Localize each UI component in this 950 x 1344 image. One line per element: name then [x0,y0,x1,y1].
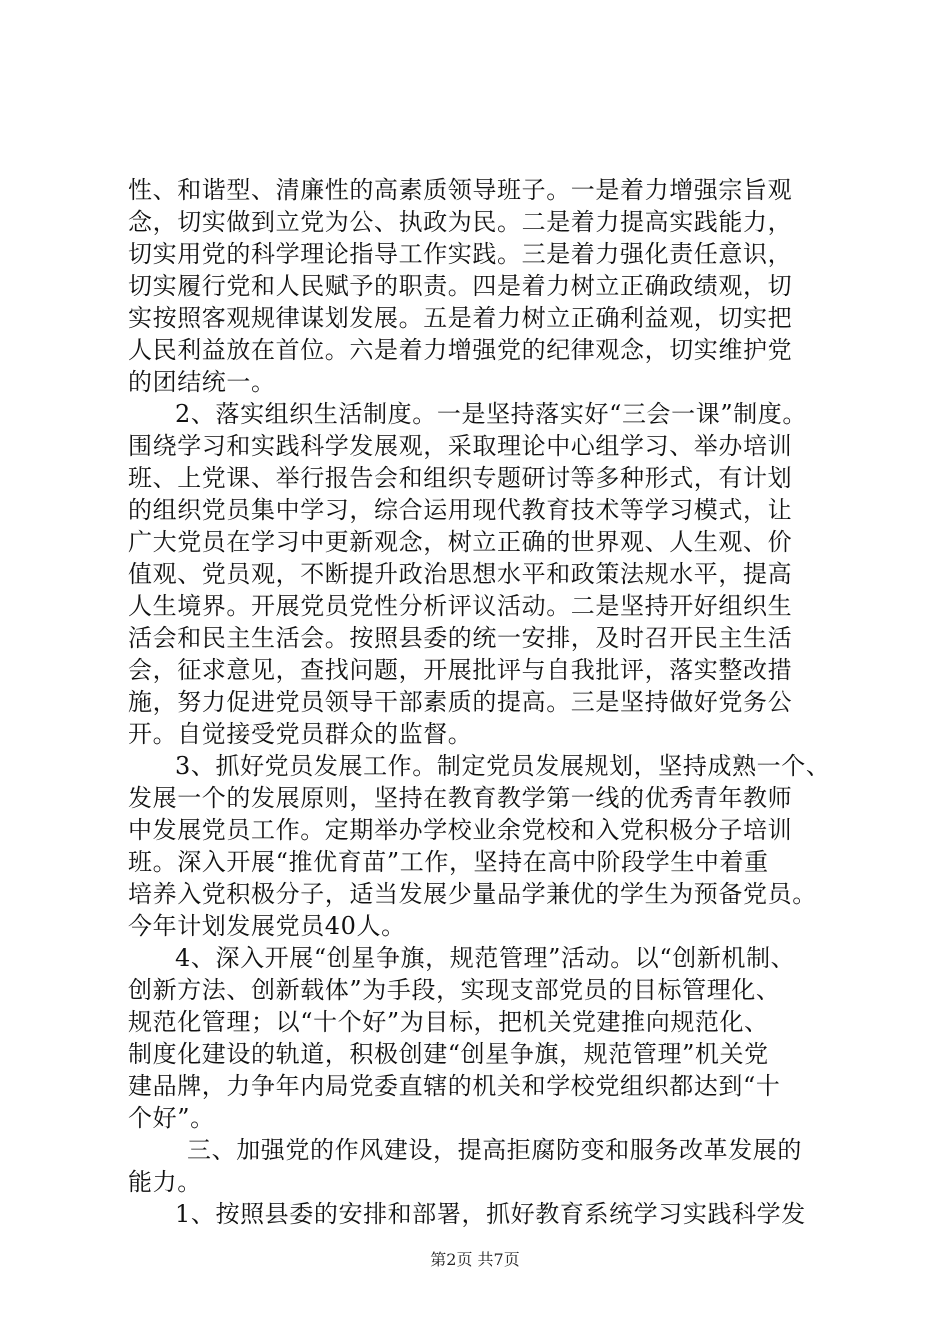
text-line: 人民利益放在首位。六是着力增强党的纪律观念，切实维护党 [128,336,793,364]
text-line: 会，征求意见，查找问题，开展批评与自我批评，落实整改措 [128,656,793,684]
text-line: 人生境界。开展党员党性分析评议活动。二是坚持开好组织生 [128,592,793,620]
text-line: 广大党员在学习中更新观念，树立正确的世界观、人生观、价 [128,528,793,556]
text-line: 发展一个的发展原则，坚持在教育教学第一线的优秀青年教师 [128,784,793,812]
text-line: 性、和谐型、清廉性的高素质领导班子。一是着力增强宗旨观 [128,176,793,204]
paragraph-start-line: 4、深入开展“创星争旗，规范管理”活动。以“创新机制、 [175,944,796,972]
text-line: 的组织党员集中学习，综合运用现代教育技术等学习模式，让 [128,496,793,524]
document-body [128,174,838,1230]
text-line: 中发展党员工作。定期举办学校业余党校和入党积极分子培训 [128,816,793,844]
text-line: 个好”。 [128,1104,215,1132]
text-line: 创新方法、创新载体”为手段，实现支部党员的目标管理化、 [128,976,781,1004]
text-line: 的团结统一。 [128,368,276,396]
text-line: 值观、党员观，不断提升政治思想水平和政策法规水平，提高 [128,560,793,588]
paragraph-start-line: 1、按照县委的安排和部署，抓好教育系统学习实践科学发 [175,1200,806,1228]
text-line: 围绕学习和实践科学发展观，采取理论中心组学习、举办培训 [128,432,793,460]
text-line: 实按照客观规律谋划发展。五是着力树立正确利益观，切实把 [128,304,793,332]
section-heading-line: 三、加强党的作风建设，提高拒腐防变和服务改革发展的 [187,1136,802,1164]
paragraph-start-line: 2、落实组织生活制度。一是坚持落实好“三会一课”制度。 [175,400,808,428]
text-line: 今年计划发展党员40人。 [128,912,406,940]
text-line: 开。自觉接受党员群众的监督。 [128,720,473,748]
text-line: 规范化管理；以“十个好”为目标，把机关党建推向规范化、 [128,1008,769,1036]
text-line: 班。深入开展“推优育苗”工作，坚持在高中阶段学生中着重 [128,848,769,876]
text-line: 制度化建设的轨道，积极创建“创星争旗，规范管理”机关党 [128,1040,769,1068]
text-line: 班、上党课、举行报告会和组织专题研讨等多种形式，有计划 [128,464,793,492]
text-line: 念，切实做到立党为公、执政为民。二是着力提高实践能力， [128,208,793,236]
section-heading-line: 能力。 [128,1168,202,1196]
text-line: 建品牌，力争年内局党委直辖的机关和学校党组织都达到“十 [128,1072,781,1100]
text-line: 施，努力促进党员领导干部素质的提高。三是坚持做好党务公 [128,688,793,716]
page-footer: 第2页 共7页 [430,1250,520,1269]
text-line: 活会和民主生活会。按照县委的统一安排，及时召开民主生活 [128,624,793,652]
text-line: 培养入党积极分子，适当发展少量品学兼优的学生为预备党员。 [128,880,817,908]
text-line: 切实用党的科学理论指导工作实践。三是着力强化责任意识， [128,240,793,268]
text-line: 切实履行党和人民赋予的职责。四是着力树立正确政绩观，切 [128,272,793,300]
paragraph-start-line: 3、抓好党员发展工作。制定党员发展规划，坚持成熟一个、 [175,752,831,780]
